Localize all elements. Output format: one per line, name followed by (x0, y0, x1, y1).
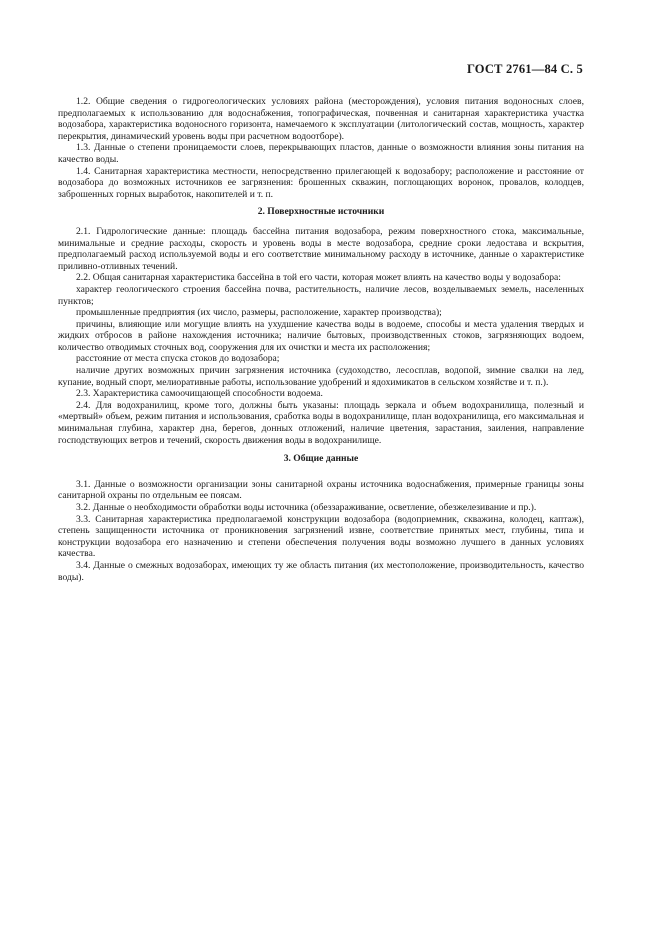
paragraph-2-4: 2.4. Для водохранилищ, кроме того, должны быть указаны: площадь зеркала и объем водохранилища, полезный и «мертвый» объем, режим питания и использования, сработка воды в водохранилище, план водохранилища, его максимальная и минимальная глубина, характер дна, берегов, донных отложений, наличие цветения, зарастания, заиления, направление господствующих ветров и течений, скорость движения воды в водохранилище. (58, 399, 584, 446)
paragraph-3-2: 3.2. Данные о необходимости обработки воды источника (обеззараживание, осветление, обезжелезивание и пр.). (76, 502, 537, 513)
section-3-title: 3. Общие данные (283, 453, 359, 465)
paragraph-3-4: 3.4. Данные о смежных водозаборах, имеющих ту же область питания (их местоположение, производительность, качество воды). (58, 559, 584, 583)
list-item-distance: расстояние от места спуска стоков до водозабора; (76, 353, 280, 365)
paragraph-2-3: 2.3. Характеристика самоочищающей способности водоема. (76, 388, 323, 400)
list-item-industry: промышленные предприятия (их число, размеры, расположение, характер производства); (76, 307, 442, 319)
list-item-causes: причины, влияющие или могущие влиять на ухудшение качества воды в водоеме, способы и места удаления твердых и жидких отбросов в районе нахождения источника; наличие бытовых, производственных стоков, загрязняющих водоем, количество отводимых сточных вод, сооружения для их очистки и места их расположения; (58, 318, 584, 353)
list-item-other-causes: наличие других возможных причин загрязнения источника (судоходство, лесосплав, водопой, зимние свалки на лед, купание, водный спорт, мелиоративные работы, использование удобрений и ядохимикатов в сельском хозяйстве и т. п.). (58, 365, 584, 388)
paragraph-3-3: 3.3. Санитарная характеристика предполагаемой конструкции водозабора (водоприемник, скважина, колодец, каптаж), степень защищенности источника от проникновения загрязнений извне, соответствие принятых мест, глубины, типа и конструкции водозабора его назначению и степени обеспечения получения воды возможно лучшего в данных условиях качества. (58, 513, 584, 560)
paragraph-1-2: 1.2. Общие сведения о гидрогеологических условиях района (месторождения), условия питания водоносных слоев, предполагаемых к использованию для водоснабжения, топографическая, почвенная и санитарная характеристика участка водозабора, характеристика водоносного горизонта, намечаемого к эксплуатации (литологический состав, мощность, характер перекрытия, динамический уровень воды при расчетном водоотборе). (58, 96, 584, 142)
paragraph-1-3: 1.3. Данные о степени проницаемости слоев, перекрывающих пластов, данные о возможности влияния зоны питания на качество воды. (58, 142, 584, 165)
page-header-doc-ref: ГОСТ 2761—84 С. 5 (466, 62, 583, 76)
paragraph-3-1: 3.1. Данные о возможности организации зоны санитарной охраны источника водоснабжения, примерные границы зоны санитарной охраны по отдельным ее поясам. (58, 478, 584, 502)
section-2-title: 2. Поверхностные источники (257, 206, 385, 218)
list-item-geology: характер геологического строения бассейна почва, растительность, наличие лесов, возделываемых земель, населенных пунктов; (58, 283, 584, 307)
paragraph-2-2: 2.2. Общая санитарная характеристика бассейна в той его части, которая может влиять на качество воды у водозабора: (76, 272, 561, 284)
paragraph-2-1: 2.1. Гидрологические данные: площадь бассейна питания водозабора, режим поверхностного стока, максимальные, минимальные и средние расходы, скорость и уровень воды в месте водозабора, средние сроки ледостава и вскрытия, предполагаемый расход используемой воды и его соответствие минимальному расходу в источнике, данные о характеристике приливно-отливных течений. (58, 225, 584, 272)
document-body (58, 96, 584, 583)
paragraph-1-4: 1.4. Санитарная характеристика местности, непосредственно прилегающей к водозабору; расположение и расстояние от водозабора до возможных источников ее загрязнения: брошенных скважин, поглощающих воронок, провалов, колодцев, заброшенных горных выработок, накопителей и т. п. (58, 165, 584, 200)
